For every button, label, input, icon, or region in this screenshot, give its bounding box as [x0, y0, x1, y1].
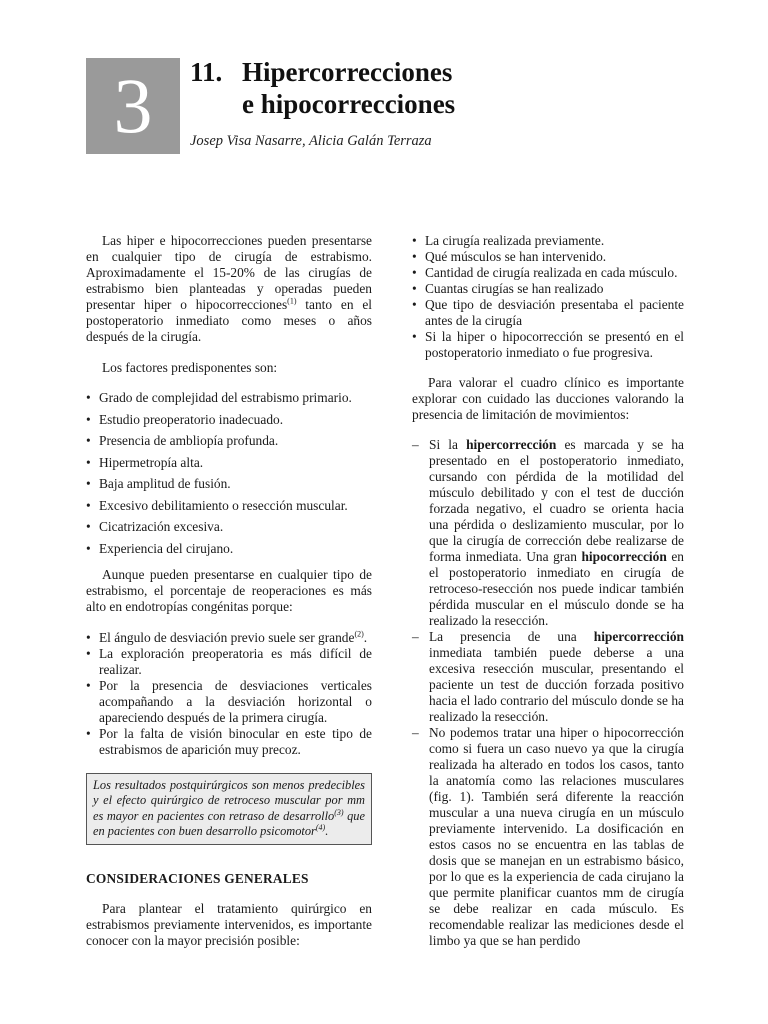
list-item: • Presencia de ambliopía profunda. — [86, 433, 279, 448]
list-item: • Excesivo debilitamiento o resección muscular. — [86, 497, 348, 513]
list-item: • La exploración preoperatoria es más difícil de realizar. — [86, 645, 372, 677]
clinical-cases-list — [412, 437, 684, 949]
list-item: – No podemos tratar una hiper o hipocorrección como si fuera un caso nuevo ya que la cirugía realizada ha alterado en todos los casos, tanto la anatomía como las relaciones musculares (fig. 1). También será diferente la reacción muscular a una nueva cirugía en un músculo previamente intervenido. La dosificación en estos casos no se encuentra en las tablas de dosis que se manejan en un estrabismo básico, por lo que es la experiencia de cada cirujano la que permite planificar cuantos mm de cirugía se debe realizar en cada músculo. Es recomendable realizar las mediciones desde el limbo ya que se han perdido — [412, 725, 684, 948]
highlight-callout: Los resultados postquirúrgicos son menos predecibles y el efecto quirúrgico de retroceso muscular por mm es mayor en pacientes con retraso de desarrollo$^{(3)}$ que en pacientes con buen desarrollo psicomotor$^{(4)}$. — [86, 773, 372, 845]
list-item: • El ángulo de desviación previo suele ser grande$^{(2)}$. — [86, 629, 368, 645]
authors: Josep Visa Nasarre, Alicia Galán Terraza — [190, 133, 432, 149]
section-paragraph: Para plantear el tratamiento quirúrgico en estrabismos previamente intervenidos, es importante conocer con la mayor precisión posible: — [86, 900, 372, 948]
title-number: 11. — [190, 57, 223, 87]
list-item: • Si la hiper o hipocorrección se presentó en el postoperatorio inmediato o fue progresiva. — [412, 329, 684, 360]
list-item: • Cicatrización excesiva. — [86, 519, 224, 534]
assessment-paragraph: Para valorar el cuadro clínico es importante explorar con cuidado las ducciones valorando la presencia de limitación de movimientos: — [412, 375, 684, 422]
list-item: • Experiencia del cirujano. — [86, 540, 234, 556]
list-item: • Por la presencia de desviaciones verticales acompañando a la desviación horizontal o apareciendo después de la primera cirugía. — [86, 677, 372, 725]
list-item: • Baja amplitud de fusión. — [86, 476, 231, 491]
chapter-number: 3 — [113, 62, 153, 149]
list-item: – La presencia de una hipercorrección inmediata también puede deberse a una excesiva resección muscular, presentando el paciente un test de ducción forzada positivo hacia el lado contrario del músculo donde se ha realizado la resección. — [412, 629, 684, 724]
intro-text-tail: tanto en el postoperatorio inmediato como meses o años después de la cirugía. — [86, 297, 372, 344]
section-heading: CONSIDERACIONES GENERALES — [86, 870, 309, 886]
list-item: • Estudio preoperatorio inadecuado. — [86, 411, 284, 427]
chapter-title — [190, 56, 455, 120]
list-item: • La cirugía realizada previamente. — [412, 233, 605, 248]
requirements-list — [412, 233, 684, 361]
intro-paragraph — [86, 233, 372, 345]
left-column — [86, 233, 372, 949]
list-item: • Que tipo de desviación presentaba el paciente antes de la cirugía — [412, 297, 684, 328]
reason-reference: (2) — [354, 629, 364, 639]
factors-list — [86, 390, 372, 557]
list-item: • Cuantas cirugías se han realizado — [412, 281, 604, 296]
list-item: – Si la hipercorrección es marcada y se ha presentado en el postoperatorio inmediato, cursando con pérdida de la motilidad del músculo debilitado y con el test de ducción forzada negativo, el cuadro se orienta hacia una pérdida o deslizamiento muscular, por lo que la cirugía de corrección debe realizarse de forma inmediata. Una gran hipocorrección en el postoperatorio inmediato en cirugía de retroceso-resección nos puede indicar también pérdida muscular en el músculo donde se ha realizado la resección. — [412, 437, 684, 628]
title-line-1: Hipercorrecciones — [242, 57, 453, 87]
reoperation-paragraph: Aunque pueden presentarse en cualquier tipo de estrabismo, el porcentaje de reoperaciones es más alto en endotropías congénitas porque: — [86, 566, 372, 614]
list-item: • Qué músculos se han intervenido. — [412, 249, 607, 264]
title-line-2: e hipocorrecciones — [242, 89, 456, 119]
chapter-number-box — [86, 58, 180, 154]
factors-intro: Los factores predisponentes son: — [102, 360, 278, 375]
intro-reference: (1) — [287, 296, 297, 306]
reasons-list — [86, 630, 372, 758]
list-item: • Grado de complejidad del estrabismo primario. — [86, 390, 352, 405]
list-item: • Cantidad de cirugía realizada en cada músculo. — [412, 265, 678, 280]
right-column — [412, 233, 684, 949]
list-item: • Por la falta de visión binocular en este tipo de estrabismos de aparición muy precoz. — [86, 725, 372, 757]
list-item: • Hipermetropía alta. — [86, 454, 204, 470]
intro-text: Las hiper e hipocorrecciones pueden presentarse en cualquier tipo de cirugía de estrabismo. Aproximadamente el 15-20% de las cirugías de estrabismo bien planteadas y operadas pueden presentar hiper o hipocorrecciones — [86, 233, 372, 312]
